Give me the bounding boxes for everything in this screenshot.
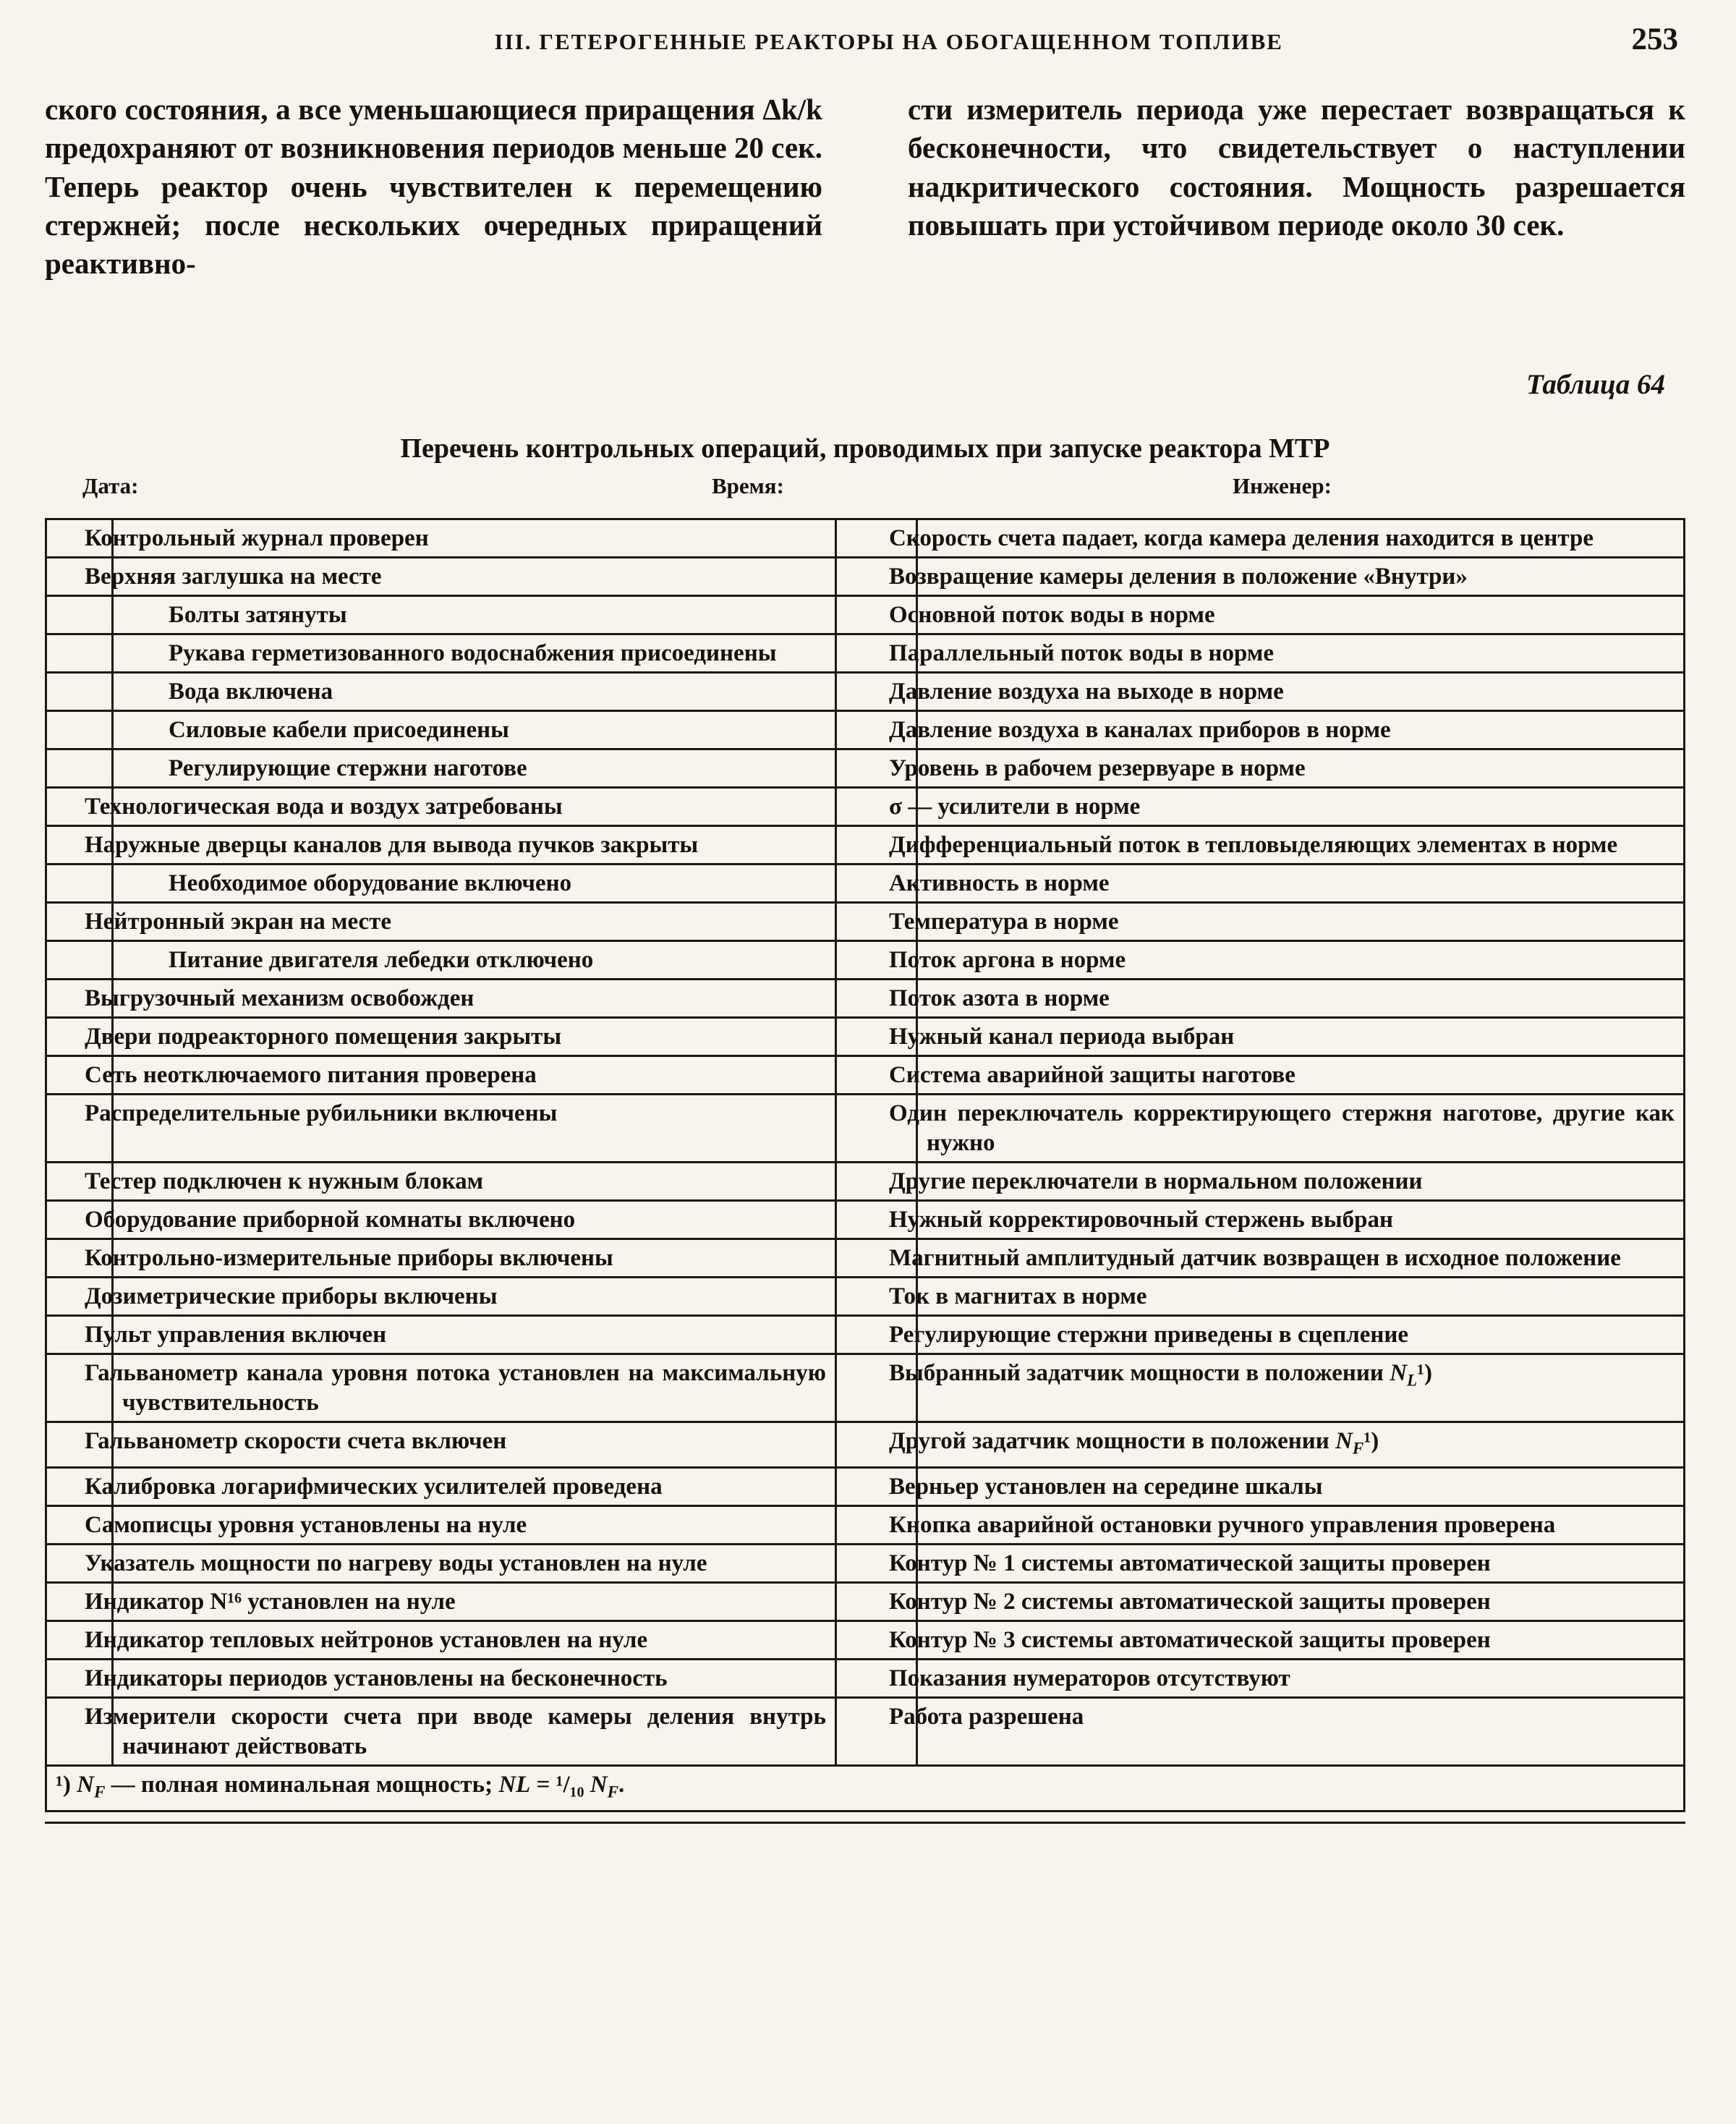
item-text-left: Распределительные рубильники включены [113,1095,836,1163]
table-row [46,673,1685,711]
item-text-right: Параллельный поток воды в норме [917,634,1685,673]
checklist-table [45,518,1685,1811]
table-row [46,1660,1685,1698]
item-text-left: Калибровка логарифмических усилителей проведена [113,1468,836,1506]
item-text-right: Давление воздуха в каналах приборов в норме [917,711,1685,749]
item-text-right: Контур № 3 системы автоматической защиты проверен [917,1621,1685,1660]
table-row [46,1018,1685,1056]
table-row [46,1056,1685,1095]
item-text-right: Контур № 1 системы автоматической защиты проверен [917,1545,1685,1583]
item-text-right: Основной поток воды в норме [917,596,1685,634]
table-meta-labels [45,473,1685,506]
item-text-left: Индикатор N¹⁶ установлен на нуле [113,1583,836,1621]
item-text-right: Возвращение камеры деления в положение «Внутри» [917,558,1685,596]
footnote-row [46,1766,1685,1811]
item-text-right: Поток азота в норме [917,980,1685,1018]
item-text-right: Температура в норме [917,903,1685,941]
item-text-right: Уровень в рабочем резервуаре в норме [917,749,1685,788]
table-row [46,1422,1685,1468]
table-row [46,1095,1685,1163]
item-text-left: Дозиметрические приборы включены [113,1278,836,1316]
table-row [46,1316,1685,1354]
item-text-right: Кнопка аварийной остановки ручного управления проверена [917,1506,1685,1545]
table-caption: Таблица 64 [1526,369,1665,401]
table-title: Перечень контрольных операций, проводимых при запуске реактора МТР [400,433,1330,464]
item-text-left: Силовые кабели присоединены [113,711,836,749]
item-text-right: Выбранный задатчик мощности в положении $N_L^1$) [917,1354,1685,1422]
page-number: 253 [1631,22,1678,56]
item-text-left: Гальванометр канала уровня потока установлен на максимальную чувствительность [113,1354,836,1422]
engineer-label: Инженер: [1233,473,1332,499]
checkbox-cell-left [46,749,113,788]
table-footnote: ¹) $N_F$ — полная номинальная мощность; NL = ¹/₁₀ $N_F$. [46,1766,1685,1811]
item-text-left: Самописцы уровня установлены на нуле [113,1506,836,1545]
checkbox-cell-left [46,634,113,673]
table-row [46,903,1685,941]
table-row [46,980,1685,1018]
footnote-section [46,1766,1685,1811]
item-text-left: Наружные дверцы каналов для вывода пучков закрыты [113,826,836,865]
item-text-right: Регулирующие стержни приведены в сцепление [917,1316,1685,1354]
item-text-left: Двери подреакторного помещения закрыты [113,1018,836,1056]
table-row [46,941,1685,980]
table-row [46,596,1685,634]
item-text-right: Активность в норме [917,865,1685,903]
item-text-left: Гальванометр скорости счета включен [113,1422,836,1468]
item-text-left: Пульт управления включен [113,1316,836,1354]
item-text-left: Технологическая вода и воздух затребованы [113,788,836,826]
item-text-left: Верхняя заглушка на месте [113,558,836,596]
item-text-left: Оборудование приборной комнаты включено [113,1201,836,1239]
table-row [46,519,1685,558]
item-text-right: Другой задатчик мощности в положении $N_F^1$) [917,1422,1685,1468]
item-text-left: Индикаторы периодов установлены на бесконечность [113,1660,836,1698]
item-text-right: Поток аргона в норме [917,941,1685,980]
intro-left-column: ского состояния, а все уменьшающиеся приращения Δk/k предохраняют от возникновения периодов меньше 20 сек. Теперь реактор очень чувствителен к перемещению стержней; после нескольких очередных приращений реактивно- [45,93,822,281]
table-row [46,826,1685,865]
table-row [46,1201,1685,1239]
intro-right-column: сти измеритель периода уже перестает возвращаться к бесконечности, что свидетельствует о наступлении надкритического состояния. Мощность разрешается повышать при устойчивом периоде около 30 сек. [908,93,1685,242]
item-text-left: Контрольный журнал проверен [113,519,836,558]
table-row [46,865,1685,903]
table-row [46,1506,1685,1545]
item-text-right: Один переключатель корректирующего стержня наготове, другие как нужно [917,1095,1685,1163]
table-bottom-rule [45,1822,1685,1824]
checkbox-cell-left [46,941,113,980]
item-text-right: Работа разрешена [917,1698,1685,1766]
chapter-header: III. ГЕТЕРОГЕННЫЕ РЕАКТОРЫ НА ОБОГАЩЕННОМ ТОПЛИВЕ [494,29,1283,54]
table-row [46,711,1685,749]
table-row [46,1545,1685,1583]
item-text-right: Показания нумераторов отсутствуют [917,1660,1685,1698]
date-label: Дата: [82,473,139,499]
table-row [46,634,1685,673]
item-text-right: Магнитный амплитудный датчик возвращен в исходное положение [917,1239,1685,1278]
item-text-right: Давление воздуха на выходе в норме [917,673,1685,711]
item-text-left: Сеть неотключаемого питания проверена [113,1056,836,1095]
table-row [46,1278,1685,1316]
running-head [45,22,1685,57]
item-text-right: Контур № 2 системы автоматической защиты проверен [917,1583,1685,1621]
table-row [46,1468,1685,1506]
checklist-rows [46,519,1685,1766]
item-text-left: Рукава герметизованного водоснабжения присоединены [113,634,836,673]
item-text-left: Питание двигателя лебедки отключено [113,941,836,980]
item-text-left: Вода включена [113,673,836,711]
item-text-right: Верньер установлен на середине шкалы [917,1468,1685,1506]
item-text-right: Другие переключатели в нормальном положении [917,1163,1685,1201]
item-text-left: Указатель мощности по нагреву воды установлен на нуле [113,1545,836,1583]
item-text-right: Нужный канал периода выбран [917,1018,1685,1056]
item-text-right: Нужный корректировочный стержень выбран [917,1201,1685,1239]
table-row [46,1163,1685,1201]
item-text-right: σ — усилители в норме [917,788,1685,826]
item-text-left: Измерители скорости счета при вводе камеры деления внутрь начинают действовать [113,1698,836,1766]
item-text-right: Дифференциальный поток в тепловыделяющих элементах в норме [917,826,1685,865]
item-text-left: Необходимое оборудование включено [113,865,836,903]
item-text-left: Контрольно-измерительные приборы включены [113,1239,836,1278]
checkbox-cell-left [46,596,113,634]
table-row [46,788,1685,826]
checkbox-cell-left [46,711,113,749]
time-label: Время: [712,473,784,499]
intro-text [45,90,1685,283]
table-row [46,558,1685,596]
table-row [46,1583,1685,1621]
table-row [46,1698,1685,1766]
item-text-left: Тестер подключен к нужным блокам [113,1163,836,1201]
item-text-left: Регулирующие стержни наготове [113,749,836,788]
item-text-right: Скорость счета падает, когда камера деления находится в центре [917,519,1685,558]
item-text-left: Выгрузочный механизм освобожден [113,980,836,1018]
item-text-right: Ток в магнитах в норме [917,1278,1685,1316]
checkbox-cell-left [46,865,113,903]
table-row [46,1354,1685,1422]
checkbox-cell-left [46,673,113,711]
item-text-left: Болты затянуты [113,596,836,634]
item-text-left: Индикатор тепловых нейтронов установлен на нуле [113,1621,836,1660]
table-row [46,749,1685,788]
item-text-right: Система аварийной защиты наготове [917,1056,1685,1095]
item-text-left: Нейтронный экран на месте [113,903,836,941]
table-row [46,1621,1685,1660]
table-row [46,1239,1685,1278]
